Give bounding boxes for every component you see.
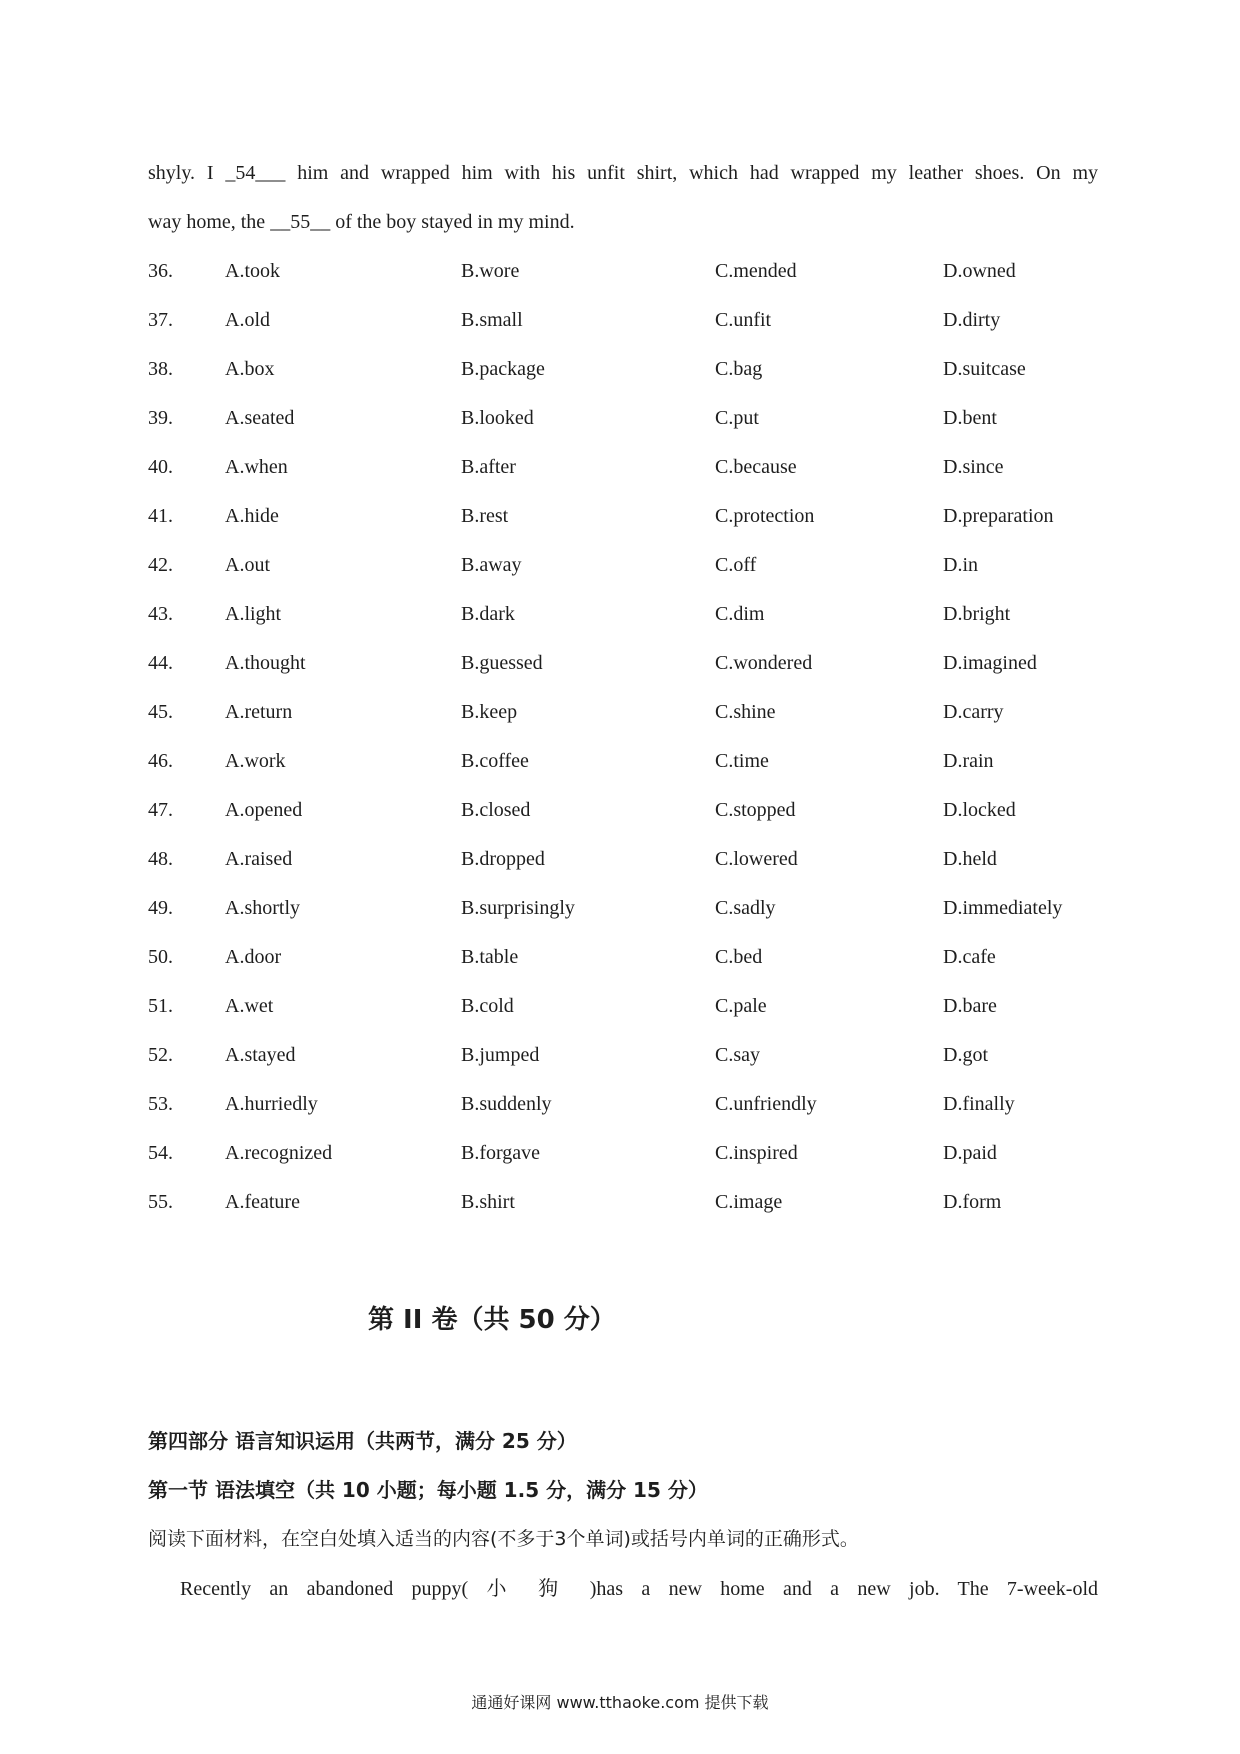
option-b: B.coffee xyxy=(461,750,529,772)
question-number: 46. xyxy=(148,750,173,772)
passage-first-line: Recently an abandoned puppy( 小 狗 )has a new home and a new job. The 7-week-old xyxy=(180,1578,1098,1600)
question-number: 39. xyxy=(148,407,173,429)
option-a: A.thought xyxy=(225,652,306,674)
option-c: C.protection xyxy=(715,505,815,527)
question-row xyxy=(148,406,1098,455)
page-footer: 通通好课网 www.tthaoke.com 提供下载 xyxy=(471,1693,769,1712)
question-number: 41. xyxy=(148,505,173,527)
option-a: A.work xyxy=(225,750,286,772)
question-number: 42. xyxy=(148,554,173,576)
option-a: A.box xyxy=(225,358,275,380)
option-d: D.suitcase xyxy=(943,358,1026,380)
option-d: D.imagined xyxy=(943,652,1037,674)
option-a: A.hide xyxy=(225,505,279,527)
question-number: 40. xyxy=(148,456,173,478)
option-a: A.feature xyxy=(225,1191,300,1213)
question-number: 49. xyxy=(148,897,173,919)
option-c: C.off xyxy=(715,554,757,576)
option-d: D.bare xyxy=(943,995,997,1017)
question-row xyxy=(148,1092,1098,1141)
passage-line: shyly. I _54___ him and wrapped him with his unfit shirt, which had wrapped my leather shoes. On my xyxy=(148,162,1098,184)
option-d: D.owned xyxy=(943,260,1016,282)
question-number: 48. xyxy=(148,848,173,870)
option-a: A.opened xyxy=(225,799,303,821)
option-c: C.time xyxy=(715,750,769,772)
option-c: C.mended xyxy=(715,260,797,282)
question-row xyxy=(148,1190,1098,1239)
option-c: C.inspired xyxy=(715,1142,798,1164)
question-number: 38. xyxy=(148,358,173,380)
question-row xyxy=(148,896,1098,945)
option-c: C.because xyxy=(715,456,797,478)
option-b: B.wore xyxy=(461,260,520,282)
question-row xyxy=(148,651,1098,700)
option-c: C.image xyxy=(715,1191,783,1213)
option-a: A.light xyxy=(225,603,282,625)
option-d: D.held xyxy=(943,848,997,870)
option-b: B.closed xyxy=(461,799,531,821)
question-number: 54. xyxy=(148,1142,173,1164)
question-row xyxy=(148,455,1098,504)
option-d: D.got xyxy=(943,1044,988,1066)
option-b: B.keep xyxy=(461,701,518,723)
option-c: C.put xyxy=(715,407,759,429)
volume-title: 第 II 卷（共 50 分） xyxy=(368,1305,616,1335)
option-d: D.paid xyxy=(943,1142,997,1164)
option-d: D.dirty xyxy=(943,309,1001,331)
option-c: C.say xyxy=(715,1044,760,1066)
question-row xyxy=(148,1141,1098,1190)
question-row xyxy=(148,357,1098,406)
question-row xyxy=(148,945,1098,994)
question-row xyxy=(148,749,1098,798)
option-d: D.in xyxy=(943,554,978,576)
option-c: C.bed xyxy=(715,946,763,968)
option-b: B.guessed xyxy=(461,652,543,674)
option-d: D.rain xyxy=(943,750,994,772)
option-a: A.return xyxy=(225,701,293,723)
option-b: B.away xyxy=(461,554,522,576)
section-heading: 第一节 语法填空（共 10 小题；每小题 1.5 分，满分 15 分） xyxy=(148,1478,708,1502)
option-d: D.bent xyxy=(943,407,997,429)
passage-line: way home, the __55__ of the boy stayed in my mind. xyxy=(148,211,575,233)
question-row xyxy=(148,504,1098,553)
option-c: C.stopped xyxy=(715,799,796,821)
question-number: 51. xyxy=(148,995,173,1017)
question-row xyxy=(148,798,1098,847)
option-b: B.table xyxy=(461,946,519,968)
question-row xyxy=(148,700,1098,749)
option-b: B.dark xyxy=(461,603,515,625)
question-row xyxy=(148,1043,1098,1092)
option-b: B.rest xyxy=(461,505,509,527)
option-a: A.recognized xyxy=(225,1142,333,1164)
option-c: C.dim xyxy=(715,603,765,625)
part-heading: 第四部分 语言知识运用（共两节，满分 25 分） xyxy=(148,1429,577,1453)
question-row xyxy=(148,602,1098,651)
option-b: B.shirt xyxy=(461,1191,515,1213)
question-number: 44. xyxy=(148,652,173,674)
option-c: C.sadly xyxy=(715,897,776,919)
option-b: B.surprisingly xyxy=(461,897,575,919)
option-d: D.bright xyxy=(943,603,1011,625)
question-number: 53. xyxy=(148,1093,173,1115)
option-a: A.took xyxy=(225,260,280,282)
option-d: D.cafe xyxy=(943,946,996,968)
option-b: B.looked xyxy=(461,407,534,429)
option-b: B.dropped xyxy=(461,848,545,870)
option-a: A.stayed xyxy=(225,1044,296,1066)
question-number: 45. xyxy=(148,701,173,723)
option-b: B.suddenly xyxy=(461,1093,552,1115)
option-b: B.package xyxy=(461,358,545,380)
option-c: C.lowered xyxy=(715,848,798,870)
question-number: 37. xyxy=(148,309,173,331)
option-c: C.shine xyxy=(715,701,776,723)
question-number: 50. xyxy=(148,946,173,968)
question-row xyxy=(148,259,1098,308)
option-d: D.locked xyxy=(943,799,1016,821)
option-b: B.jumped xyxy=(461,1044,540,1066)
option-d: D.form xyxy=(943,1191,1002,1213)
question-row xyxy=(148,308,1098,357)
option-a: A.door xyxy=(225,946,282,968)
option-a: A.seated xyxy=(225,407,295,429)
question-number: 52. xyxy=(148,1044,173,1066)
option-a: A.wet xyxy=(225,995,274,1017)
option-b: B.small xyxy=(461,309,523,331)
option-b: B.forgave xyxy=(461,1142,541,1164)
option-a: A.out xyxy=(225,554,270,576)
option-c: C.bag xyxy=(715,358,763,380)
option-a: A.raised xyxy=(225,848,293,870)
option-d: D.immediately xyxy=(943,897,1063,919)
option-d: D.carry xyxy=(943,701,1004,723)
option-a: A.old xyxy=(225,309,270,331)
option-b: B.after xyxy=(461,456,516,478)
option-a: A.when xyxy=(225,456,288,478)
question-number: 36. xyxy=(148,260,173,282)
option-c: C.unfriendly xyxy=(715,1093,817,1115)
option-a: A.hurriedly xyxy=(225,1093,318,1115)
option-d: D.since xyxy=(943,456,1004,478)
question-number: 55. xyxy=(148,1191,173,1213)
cloze-options-list xyxy=(148,259,1098,1239)
option-c: C.pale xyxy=(715,995,767,1017)
option-a: A.shortly xyxy=(225,897,300,919)
option-d: D.preparation xyxy=(943,505,1054,527)
question-row xyxy=(148,847,1098,896)
question-number: 47. xyxy=(148,799,173,821)
question-row xyxy=(148,994,1098,1043)
option-b: B.cold xyxy=(461,995,514,1017)
question-number: 43. xyxy=(148,603,173,625)
option-c: C.unfit xyxy=(715,309,772,331)
instruction-text: 阅读下面材料，在空白处填入适当的内容(不多于3个单词)或括号内单词的正确形式。 xyxy=(148,1528,859,1550)
question-row xyxy=(148,553,1098,602)
option-d: D.finally xyxy=(943,1093,1015,1115)
option-c: C.wondered xyxy=(715,652,813,674)
